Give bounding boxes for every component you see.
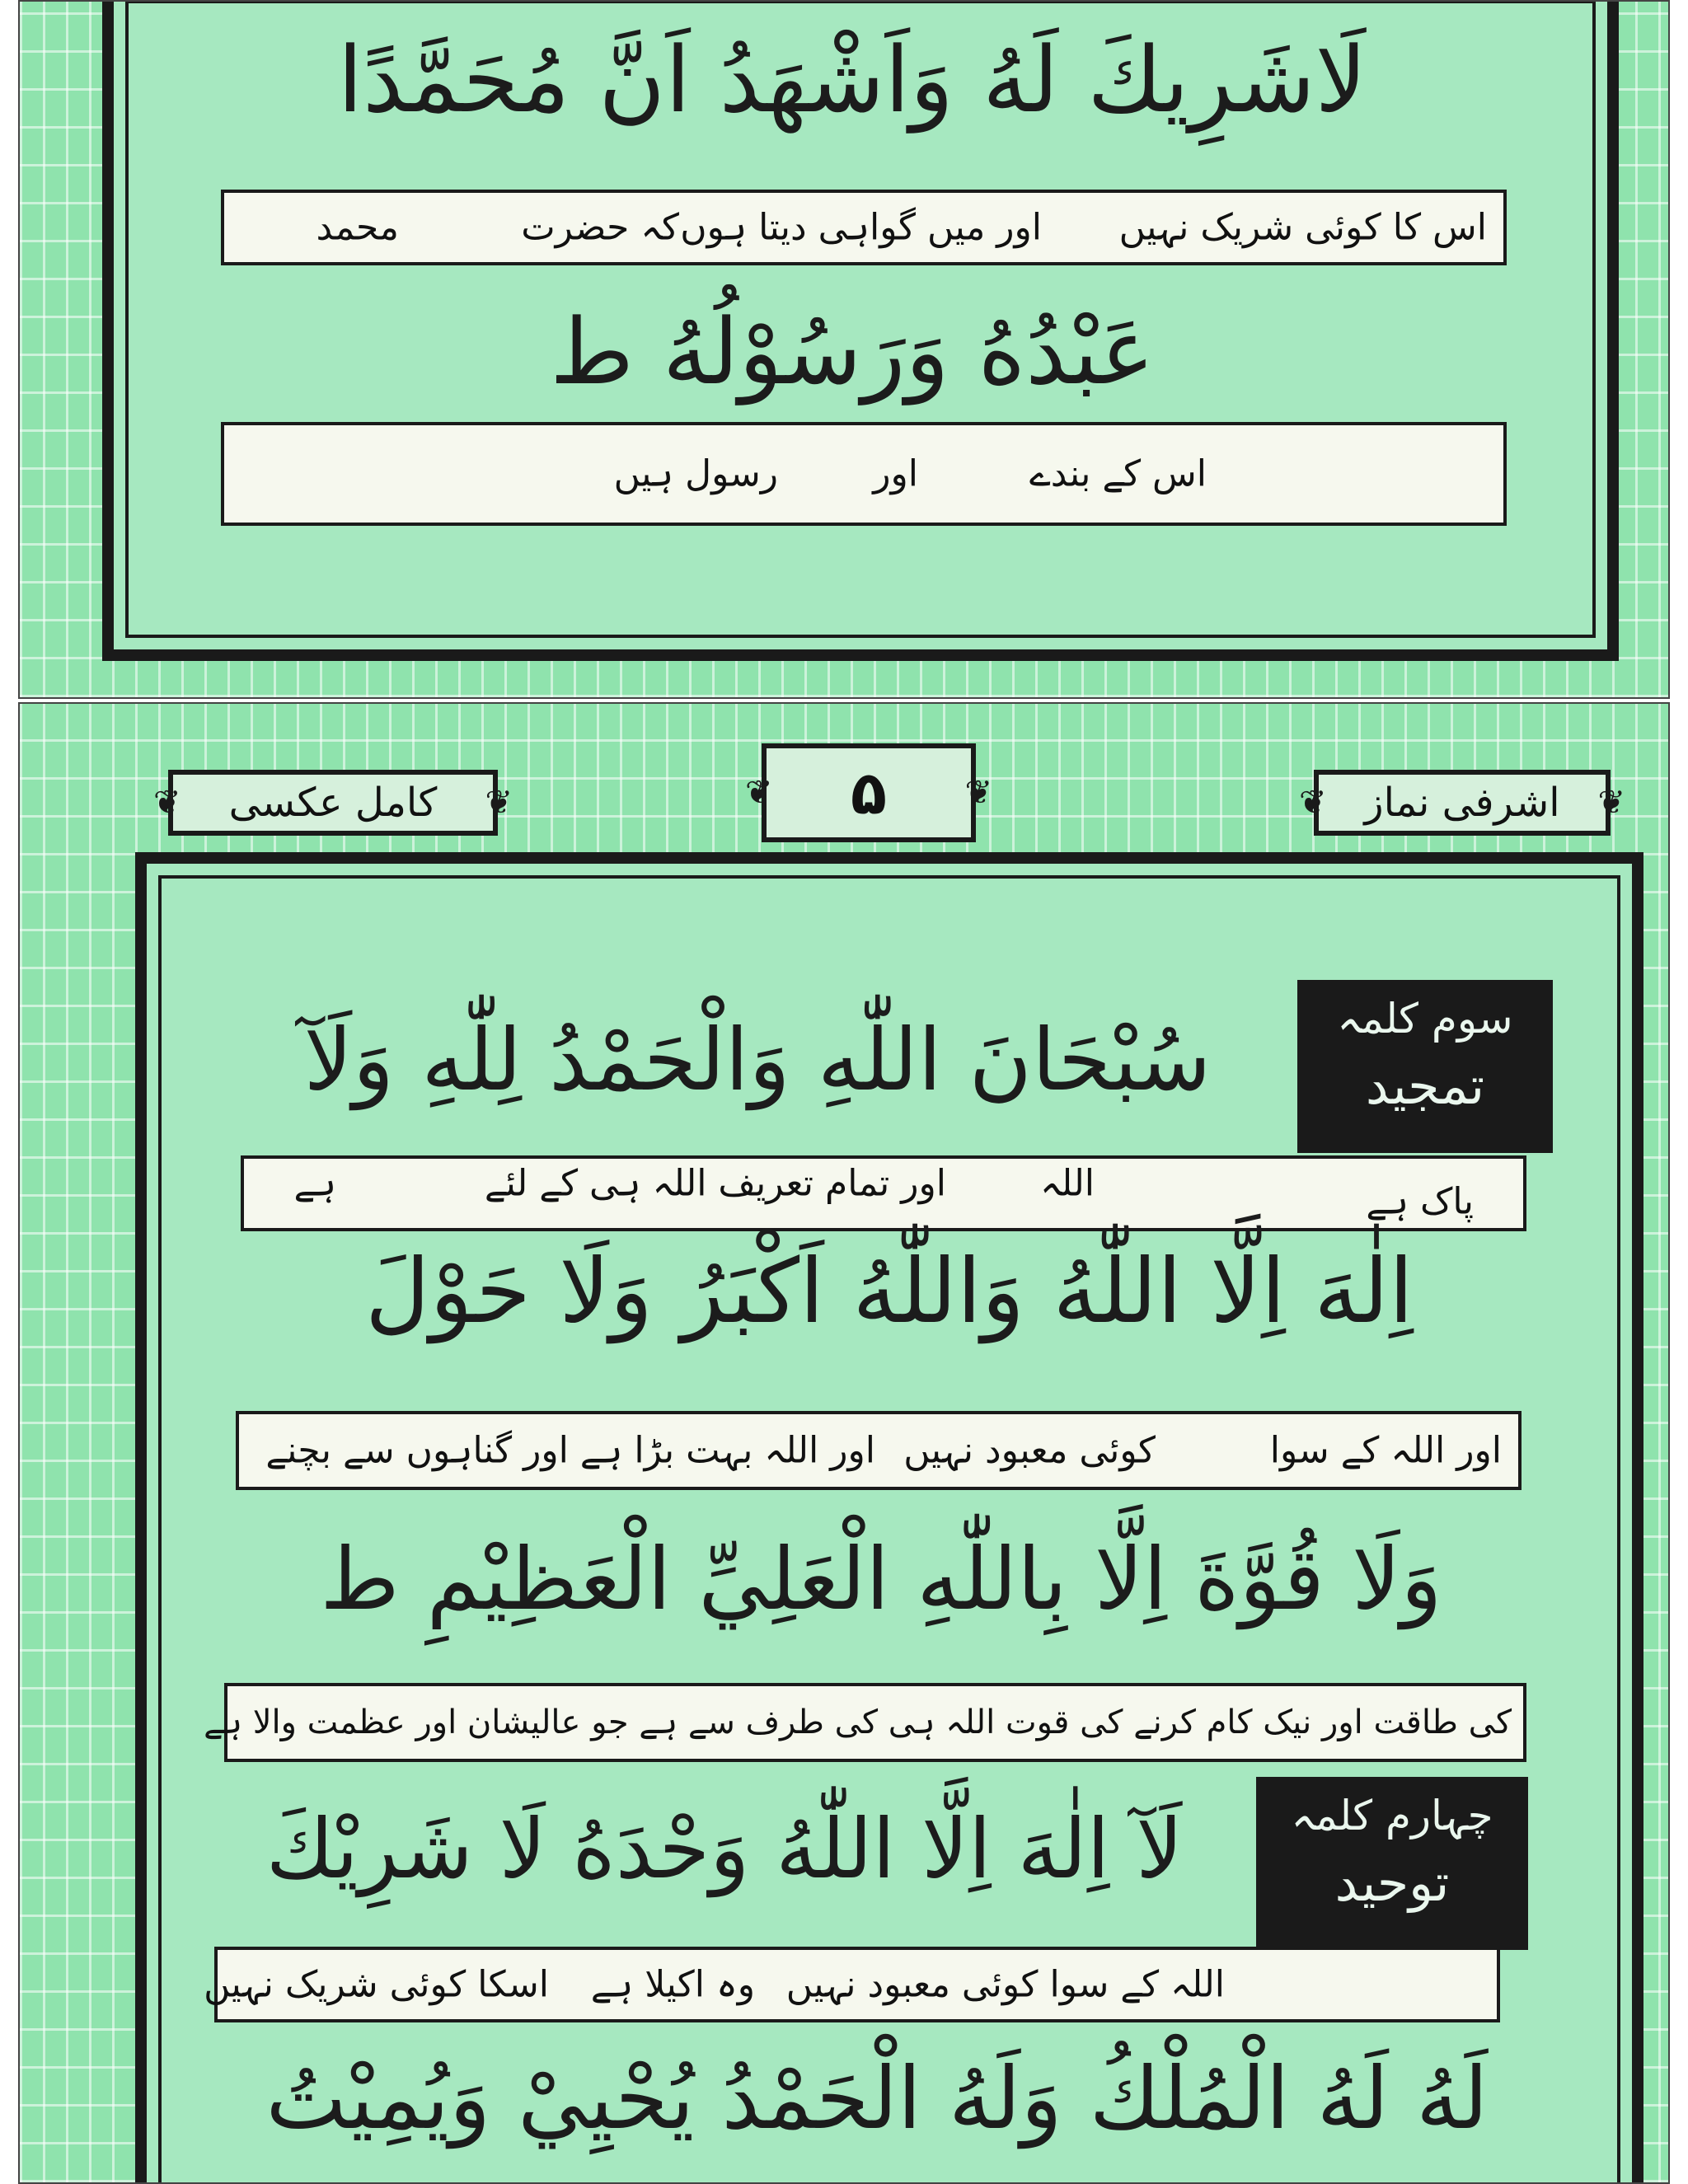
translation-segment: اللہ (1040, 1162, 1095, 1205)
page-5-scan (18, 702, 1670, 2184)
arabic-line: وَلَا قُوَّةَ اِلَّا بِاللّٰهِ الْعَلِيِّ الْعَظِيْمِ ط (320, 1529, 1442, 1629)
translation-segment: وہ اکیلا ہے (590, 1963, 755, 2006)
translation-box (241, 1155, 1526, 1231)
translation-segment: اس کے بندے (1029, 452, 1207, 495)
ornament-icon: ❦ (1299, 784, 1327, 822)
translation-box (204, 1683, 1526, 1762)
translation-segment: پاک ہے (1366, 1180, 1474, 1223)
translation-box (221, 190, 1507, 265)
ornament-icon: ❦ (485, 784, 513, 822)
translation-segment: کہ حضرت (521, 206, 679, 249)
arabic-line: سُبْحَانَ اللّٰهِ وَالْحَمْدُ لِلّٰهِ وَلَآ (303, 1010, 1212, 1110)
translation-segment: اسکا کوئی شریک نہیں (204, 1963, 549, 2006)
header-title-left: ❦ کامل عکسی ❦ (168, 770, 498, 836)
translation-segment: رسول ہیں (613, 452, 778, 495)
translation-segment: محمد (316, 206, 399, 249)
top-scan-fragment (18, 0, 1670, 699)
translation-segment: کوئی معبود نہیں (903, 1429, 1156, 1472)
ornament-icon: ❦ (745, 774, 773, 812)
translation-box (204, 1947, 1500, 2022)
arabic-line: لَاشَرِيكَ لَهُ وَاَشْهَدُ اَنَّ مُحَمَّدًا (337, 27, 1367, 133)
header-title-right: ❦ اشرفی نماز ❦ (1314, 770, 1611, 836)
translation-segment: اور اللہ بہت بڑا ہے اور گناہوں سے بچنے (265, 1429, 875, 1472)
translation-segment: اور میں گواہی دیتا ہوں (680, 206, 1042, 249)
translation-segment: اور (873, 452, 918, 495)
arabic-line: عَبْدُهُ وَرَسُوْلُهُ ط (550, 299, 1155, 405)
translation-box (221, 422, 1507, 526)
translation-segment: اس کا کوئی شریک نہیں (1118, 206, 1487, 249)
translation-segment: اور اللہ کے سوا (1269, 1429, 1502, 1472)
translation-segment: اور تمام تعریف اللہ ہی کے لئے (484, 1162, 946, 1205)
kalima4-label: چہارم کلمہ توحید (1256, 1777, 1528, 1950)
arabic-line: لَآ اِلٰهَ اِلَّا اللّٰهُ وَحْدَهُ لَا شَرِيْكَ (265, 1801, 1184, 1897)
ornament-icon: ❦ (153, 784, 181, 822)
translation-segment: اللہ کے سوا کوئی معبود نہیں (785, 1963, 1225, 2006)
ornament-icon: ❦ (964, 774, 992, 812)
translation-segment: کی طاقت اور نیک کام کرنے کی قوت اللہ ہی کی طرف سے ہے جو عالیشان اور عظمت والا ہے (204, 1704, 1512, 1741)
ornament-icon: ❦ (1597, 784, 1625, 822)
kalima3-label: سوم کلمہ تمجید (1297, 980, 1553, 1153)
translation-segment: ہے (293, 1162, 336, 1205)
arabic-line: لَهُ لَهُ الْمُلْكُ وَلَهُ الْحَمْدُ يُحْيِيْ وَيُمِيْتُ (265, 2048, 1489, 2149)
translation-box (236, 1411, 1522, 1490)
arabic-line: اِلٰهَ اِلَّا اللّٰهُ وَاللّٰهُ اَكْبَرُ وَلَا حَوْلَ (364, 1240, 1414, 1343)
page-number: ❦ ۵ ❦ (762, 743, 976, 842)
